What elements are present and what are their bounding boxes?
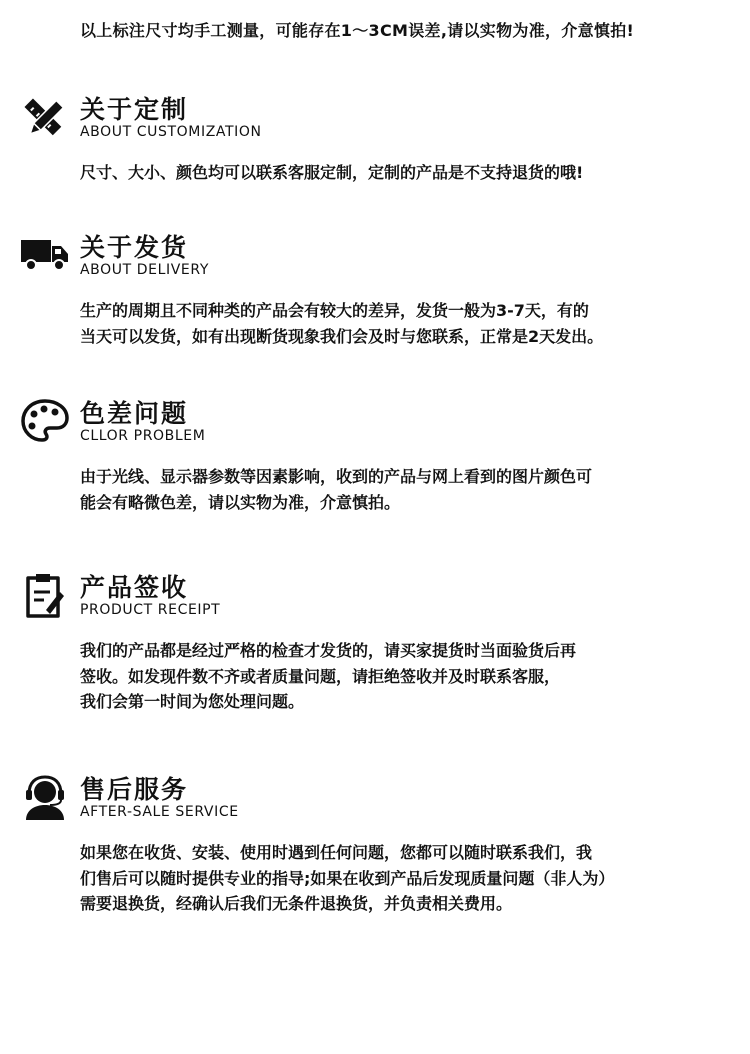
body-line: 生产的周期且不同种类的产品会有较大的差异，发货一般为3-7天，有的 [80,301,589,320]
section-title: 关于发货 [80,233,189,262]
section-title: 色差问题 [80,399,189,428]
body-line: 我们会第一时间为您处理问题。 [80,692,305,711]
clipboard-sign-icon [20,570,70,620]
section-subtitle: PRODUCT RECEIPT [80,602,221,618]
section-body [80,840,720,917]
size-disclaimer-note: 以上标注尺寸均手工测量，可能存在1～3CM误差,请以实物为准，介意慎拍! [80,21,635,40]
palette-icon [20,396,70,446]
section-subtitle: ABOUT DELIVERY [80,262,209,278]
section-subtitle: ABOUT CUSTOMIZATION [80,124,262,140]
body-line: 如果您在收货、安装、使用时遇到任何问题，您都可以随时联系我们，我 [80,843,593,862]
section-body [80,298,720,349]
section-title: 关于定制 [80,95,189,124]
body-line: 签收。如发现件数不齐或者质量问题，请拒绝签收并及时联系客服， [80,666,561,686]
pencil-ruler-icon [20,94,70,144]
section-body [80,160,720,186]
body-line: 尺寸、大小、颜色均可以联系客服定制，定制的产品是不支持退货的哦! [80,163,584,182]
body-line: 们售后可以随时提供专业的指导;如果在收到产品后发现质量问题（非人为） [80,868,615,888]
section-body [80,464,720,515]
section-title: 售后服务 [80,775,189,804]
section-subtitle: CLLOR PROBLEM [80,428,206,444]
delivery-truck-icon [20,230,70,280]
section-body [80,638,720,715]
section-subtitle: AFTER-SALE SERVICE [80,804,239,820]
body-line: 由于光线、显示器参数等因素影响，收到的产品与网上看到的图片颜色可 [80,467,593,486]
body-line: 我们的产品都是经过严格的检查才发货的，请买家提货时当面验货后再 [80,641,577,660]
section-title: 产品签收 [80,573,189,602]
customer-service-headset-icon [20,772,70,822]
body-line: 需要退换货，经确认后我们无条件退换货，并负责相关费用。 [80,894,513,913]
body-line: 当天可以发货，如有出现断货现象我们会及时与您联系，正常是2天发出。 [80,326,604,346]
body-line: 能会有略微色差，请以实物为准，介意慎拍。 [80,492,401,512]
